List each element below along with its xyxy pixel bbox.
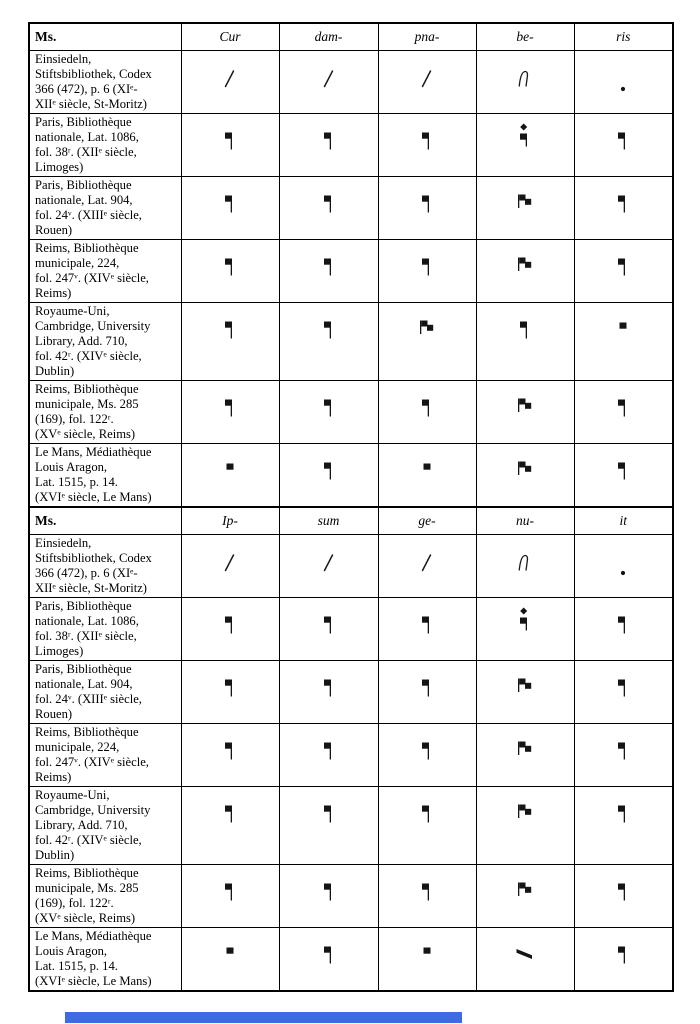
neume-virga-square-icon bbox=[279, 444, 378, 508]
neume-virga-square-icon bbox=[279, 928, 378, 992]
manuscript-neume-table bbox=[28, 22, 674, 992]
neume-clivis-sangallian-icon bbox=[476, 535, 574, 598]
header-row-section-2 bbox=[29, 507, 673, 535]
neume-clivis-square-icon bbox=[476, 240, 574, 303]
syllable-column-header: it bbox=[574, 507, 673, 535]
header-row-section-1 bbox=[29, 23, 673, 51]
neume-punctum-square-icon bbox=[378, 444, 476, 508]
neume-virga-square-icon bbox=[181, 598, 279, 661]
manuscript-row bbox=[29, 381, 673, 444]
neume-virga-square-icon bbox=[181, 177, 279, 240]
syllable-column-header: nu- bbox=[476, 507, 574, 535]
neume-virga-sangallian-icon bbox=[378, 535, 476, 598]
manuscript-description: Einsiedeln, Stiftsbibliothek, Codex 366 (472), p. 6 (XIᵉ- XIIᵉ siècle, St-Moritz) bbox=[29, 51, 181, 114]
neume-virga-square-icon bbox=[378, 598, 476, 661]
manuscript-row bbox=[29, 177, 673, 240]
syllable-column-header: sum bbox=[279, 507, 378, 535]
neume-virga-square-icon bbox=[181, 303, 279, 381]
neume-virga-square-icon bbox=[279, 114, 378, 177]
neume-virga-square-icon bbox=[279, 661, 378, 724]
neume-virga-sangallian-icon bbox=[279, 51, 378, 114]
neume-oblique-stroke-icon bbox=[476, 928, 574, 992]
manuscript-row bbox=[29, 535, 673, 598]
neume-punctum-dot-icon bbox=[574, 535, 673, 598]
ms-column-header: Ms. bbox=[29, 23, 181, 51]
neume-virga-square-icon bbox=[574, 661, 673, 724]
neume-virga-square-icon bbox=[378, 240, 476, 303]
syllable-column-header: pna- bbox=[378, 23, 476, 51]
neume-virga-sangallian-icon bbox=[279, 535, 378, 598]
neume-punctum-dot-icon bbox=[574, 51, 673, 114]
neume-virga-square-icon bbox=[574, 598, 673, 661]
neume-virga-square-icon bbox=[378, 381, 476, 444]
manuscript-row bbox=[29, 444, 673, 508]
manuscript-description: Einsiedeln, Stiftsbibliothek, Codex 366 (472), p. 6 (XIᵉ- XIIᵉ siècle, St-Moritz) bbox=[29, 535, 181, 598]
neume-virga-square-icon bbox=[181, 724, 279, 787]
syllable-column-header: dam- bbox=[279, 23, 378, 51]
manuscript-description: Paris, Bibliothèque nationale, Lat. 1086, fol. 38ʳ. (XIIᵉ siècle, Limoges) bbox=[29, 598, 181, 661]
neume-virga-square-icon bbox=[574, 177, 673, 240]
neume-virga-square-icon bbox=[279, 865, 378, 928]
neume-virga-square-icon bbox=[279, 177, 378, 240]
neume-virga-square-icon bbox=[181, 240, 279, 303]
manuscript-description: Paris, Bibliothèque nationale, Lat. 1086, fol. 38ʳ. (XIIᵉ siècle, Limoges) bbox=[29, 114, 181, 177]
neume-virga-square-icon bbox=[574, 724, 673, 787]
neume-virga-square-icon bbox=[279, 724, 378, 787]
manuscript-description: Reims, Bibliothèque municipale, 224, fol. 247ᵛ. (XIVᵉ siècle, Reims) bbox=[29, 724, 181, 787]
neume-virga-square-icon bbox=[574, 240, 673, 303]
neume-virga-square-icon bbox=[279, 240, 378, 303]
neume-virga-square-icon bbox=[279, 787, 378, 865]
neume-rhombus-over-virga-icon bbox=[476, 114, 574, 177]
manuscript-description: Paris, Bibliothèque nationale, Lat. 904, fol. 24ᵛ. (XIIIᵉ siècle, Rouen) bbox=[29, 177, 181, 240]
neume-virga-square-icon bbox=[574, 444, 673, 508]
neume-virga-square-icon bbox=[181, 865, 279, 928]
manuscript-row bbox=[29, 240, 673, 303]
manuscript-description: Royaume-Uni, Cambridge, University Library, Add. 710, fol. 42ʳ. (XIVᵉ siècle, Dublin) bbox=[29, 787, 181, 865]
manuscript-row bbox=[29, 787, 673, 865]
syllable-column-header: be- bbox=[476, 23, 574, 51]
manuscript-row bbox=[29, 661, 673, 724]
neume-virga-square-icon bbox=[279, 381, 378, 444]
manuscript-row bbox=[29, 865, 673, 928]
neume-clivis-square-icon bbox=[476, 787, 574, 865]
syllable-column-header: Ip- bbox=[181, 507, 279, 535]
manuscript-row bbox=[29, 303, 673, 381]
manuscript-row bbox=[29, 51, 673, 114]
neume-virga-square-icon bbox=[181, 381, 279, 444]
manuscript-description: Royaume-Uni, Cambridge, University Library, Add. 710, fol. 42ʳ. (XIVᵉ siècle, Dublin) bbox=[29, 303, 181, 381]
neume-clivis-square-icon bbox=[476, 865, 574, 928]
neume-clivis-square-icon bbox=[476, 724, 574, 787]
neume-rhombus-over-virga-icon bbox=[476, 598, 574, 661]
neume-punctum-square-icon bbox=[378, 928, 476, 992]
manuscript-description: Le Mans, Médiathèque Louis Aragon, Lat. 1515, p. 14. (XVIᵉ siècle, Le Mans) bbox=[29, 444, 181, 508]
neume-punctum-square-icon bbox=[181, 444, 279, 508]
neume-punctum-square-icon bbox=[181, 928, 279, 992]
manuscript-description: Reims, Bibliothèque municipale, 224, fol. 247ᵛ. (XIVᵉ siècle, Reims) bbox=[29, 240, 181, 303]
manuscript-row bbox=[29, 724, 673, 787]
neume-virga-square-icon bbox=[378, 787, 476, 865]
neume-clivis-square-icon bbox=[378, 303, 476, 381]
neume-virga-square-icon bbox=[574, 787, 673, 865]
neume-virga-sangallian-icon bbox=[181, 535, 279, 598]
neume-virga-square-icon bbox=[378, 177, 476, 240]
manuscript-row bbox=[29, 598, 673, 661]
manuscript-description: Paris, Bibliothèque nationale, Lat. 904, fol. 24ᵛ. (XIIIᵉ siècle, Rouen) bbox=[29, 661, 181, 724]
neume-virga-square-icon bbox=[378, 114, 476, 177]
manuscript-row bbox=[29, 114, 673, 177]
neume-clivis-square-icon bbox=[476, 444, 574, 508]
neume-virga-square-icon bbox=[574, 865, 673, 928]
neume-virga-sangallian-icon bbox=[378, 51, 476, 114]
neume-virga-square-icon bbox=[574, 928, 673, 992]
neume-virga-square-icon bbox=[378, 661, 476, 724]
table-body bbox=[29, 23, 673, 991]
neume-virga-square-icon bbox=[574, 114, 673, 177]
manuscript-row bbox=[29, 928, 673, 992]
neume-virga-square-icon bbox=[476, 303, 574, 381]
neume-virga-square-icon bbox=[279, 598, 378, 661]
neume-punctum-square-icon bbox=[574, 303, 673, 381]
selection-highlight-bar bbox=[65, 1012, 462, 1023]
neume-virga-square-icon bbox=[181, 661, 279, 724]
neume-clivis-square-icon bbox=[476, 661, 574, 724]
syllable-column-header: ris bbox=[574, 23, 673, 51]
ms-column-header: Ms. bbox=[29, 507, 181, 535]
neume-virga-square-icon bbox=[378, 724, 476, 787]
neume-virga-square-icon bbox=[378, 865, 476, 928]
neume-virga-square-icon bbox=[181, 787, 279, 865]
neume-clivis-sangallian-icon bbox=[476, 51, 574, 114]
syllable-column-header: Cur bbox=[181, 23, 279, 51]
neume-virga-square-icon bbox=[181, 114, 279, 177]
manuscript-description: Reims, Bibliothèque municipale, Ms. 285 (169), fol. 122ʳ. (XVᵉ siècle, Reims) bbox=[29, 865, 181, 928]
neume-clivis-square-icon bbox=[476, 381, 574, 444]
neume-virga-square-icon bbox=[574, 381, 673, 444]
manuscript-description: Le Mans, Médiathèque Louis Aragon, Lat. 1515, p. 14. (XVIᵉ siècle, Le Mans) bbox=[29, 928, 181, 992]
neume-clivis-square-icon bbox=[476, 177, 574, 240]
manuscript-description: Reims, Bibliothèque municipale, Ms. 285 (169), fol. 122ʳ. (XVᵉ siècle, Reims) bbox=[29, 381, 181, 444]
neume-virga-sangallian-icon bbox=[181, 51, 279, 114]
neume-virga-square-icon bbox=[279, 303, 378, 381]
syllable-column-header: ge- bbox=[378, 507, 476, 535]
